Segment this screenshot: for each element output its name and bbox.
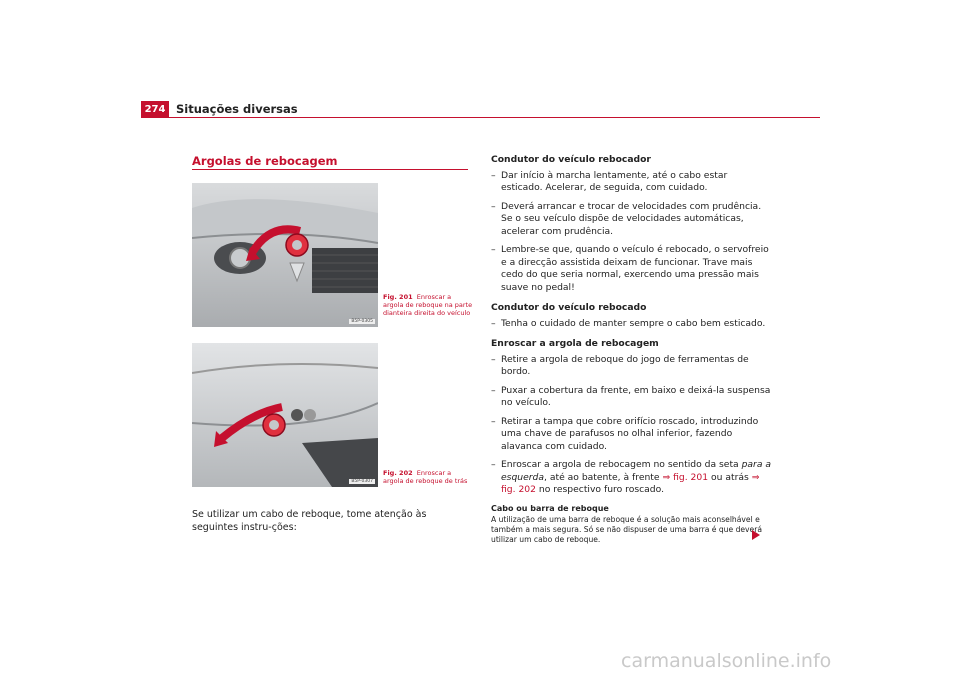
figure-201-label: Fig. 201 (383, 293, 413, 301)
list-item: – Retirar a tampa que cobre orifício roscado, introduzindo uma chave de parafusos no olhal inferior, fazendo alavanca com cuidado. (491, 415, 759, 452)
figure-202-caption-text: Enroscar a argola de reboque de trás (383, 469, 468, 485)
list-item: – Lembre-se que, quando o veículo é rebocado, o servofreio e a direcção assistida deixam de funcionar. Trave mais cedo do que seria normal, exercendo uma pressão mais suave no pedal! (491, 244, 769, 293)
figure-202-caption (383, 469, 473, 485)
watermark: carmanualsonline.info (621, 650, 832, 672)
continue-arrow-icon (752, 530, 760, 540)
step-text: Retire a argola de reboque do jogo de ferramentas de bordo. (501, 353, 749, 377)
running-head: Situações diversas (176, 102, 298, 116)
direction-italic: para a esquerda (501, 459, 772, 483)
section-rule (192, 169, 468, 170)
header-rule (169, 117, 820, 118)
step-text: Lembre-se que, quando o veículo é rebocado, o servofreio e a direcção assistida deixam de funcionar. Trave mais cedo do que seria normal, exercendo uma pressão mais suave no pedal! (501, 244, 769, 293)
figure-201-code: B5P-0305 (351, 319, 373, 324)
intro-text: Se utilizar um cabo de reboque, tome atenção às seguintes instru-ções: (192, 509, 427, 533)
step-text: Enroscar a argola de rebocagem no sentido da seta para a esquerda, até ao batente, à frente ⇒ fig. 201 ou atrás ⇒ fig. 202 no respectivo furo roscado. (501, 459, 772, 495)
list-item: – Tenha o cuidado de manter sempre o cabo bem esticado. (491, 317, 766, 329)
list-item: – Deverá arrancar e trocar de velocidades com prudência. Se o seu veículo dispõe de velocidades automáticas, acelerar com prudência. (491, 200, 762, 237)
figure-202-image (192, 343, 378, 487)
screw-in-heading: Enroscar a argola de rebocagem (491, 338, 659, 349)
list-item: – Dar início à marcha lentamente, até o cabo estar esticado. Acelerar, de seguida, com cuidado. (491, 169, 728, 193)
figure-201-caption-text: Enroscar a argola de reboque na parte dianteira direita do veículo (383, 293, 473, 317)
fig-201-link[interactable]: ⇒ fig. 201 (662, 471, 709, 483)
figure-201-caption (383, 293, 473, 317)
list-item: – Puxar a cobertura da frente, em baixo e deixá-la suspensa no veículo. (491, 384, 771, 408)
page-number: 274 (141, 101, 169, 118)
step-text: Dar início à marcha lentamente, até o cabo estar esticado. Acelerar, de seguida, com cuidado. (501, 169, 728, 193)
figure-202-code: B5P-0307 (351, 479, 373, 484)
towing-vehicle-heading: Condutor do veículo rebocador (491, 154, 651, 165)
fig-202-link[interactable]: ⇒ fig. 202 (501, 471, 760, 495)
figure-201-image (192, 183, 378, 327)
instructions-column (491, 154, 771, 545)
figure-202-label: Fig. 202 (383, 469, 413, 477)
note-title: Cabo ou barra de reboque (491, 503, 609, 513)
towed-vehicle-heading: Condutor do veículo rebocado (491, 302, 647, 313)
step-text: Puxar a cobertura da frente, em baixo e deixá-la suspensa no veículo. (501, 384, 771, 408)
step-text: Retirar a tampa que cobre orifício roscado, introduzindo uma chave de parafusos no olhal inferior, fazendo alavanca com cuidado. (501, 415, 759, 452)
list-item: – Enroscar a argola de rebocagem no sentido da seta para a esquerda, até ao batente, à frente ⇒ fig. 201 ou atrás ⇒ fig. 202 no respectivo furo roscado. (491, 459, 772, 495)
step-text: Deverá arrancar e trocar de velocidades com prudência. Se o seu veículo dispõe de velocidades automáticas, acelerar com prudência. (501, 200, 762, 237)
step-text: Tenha o cuidado de manter sempre o cabo bem esticado. (501, 317, 766, 329)
list-item: – Retire a argola de reboque do jogo de ferramentas de bordo. (491, 353, 749, 377)
note-body: A utilização de uma barra de reboque é a solução mais aconselhável e também a mais segura. Só se não dispuser de uma barra é que deverá utilizar um cabo de reboque. (491, 515, 762, 544)
section-title: Argolas de rebocagem (192, 154, 338, 168)
